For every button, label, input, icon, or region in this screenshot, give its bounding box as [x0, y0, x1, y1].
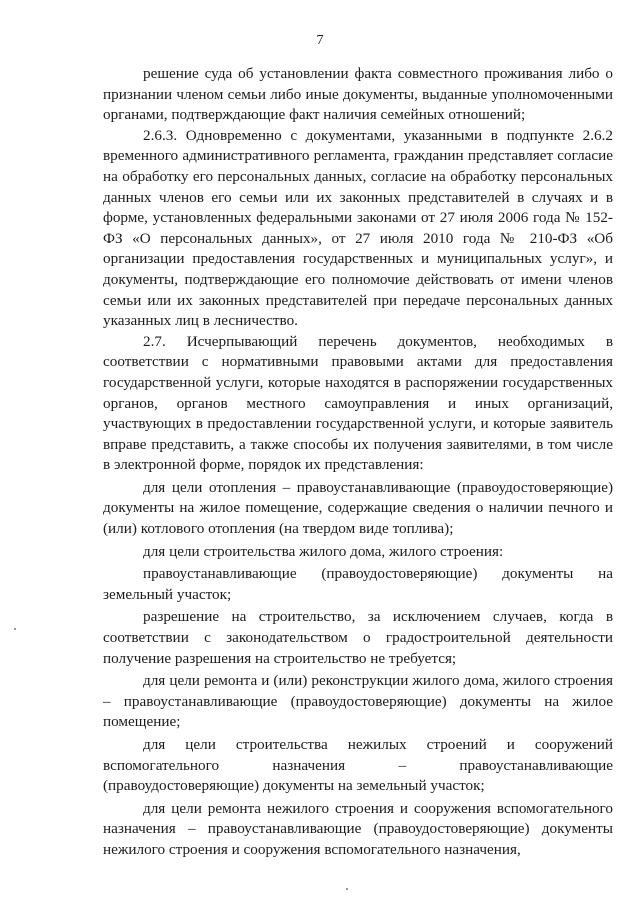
- paragraph-construction-permit: разрешение на строительство, за исключением случаев, когда в соответствии с законодательством о градостроительной деятельности получение разрешения на строительство не требуется;: [103, 608, 613, 667]
- scan-speck: [346, 888, 348, 890]
- scan-speck: [14, 628, 16, 630]
- paragraph-auxiliary-construction: для цели строительства нежилых строений и сооружений вспомогательного назначения – правоустанавливающие (правоудостоверяющие) документы на земельный участок;: [103, 736, 613, 795]
- paragraph-house-repair: для цели ремонта и (или) реконструкции жилого дома, жилого строения – правоустанавливающие (правоудостоверяющие) документы на жилое помещение;: [103, 672, 613, 731]
- paragraph-2-6-3: 2.6.3. Одновременно с документами, указанными в подпункте 2.6.2 временного административного регламента, гражданин представляет согласие на обработку его персональных данных, согласие на обработку персональных данных членов его семьи или их законных представителей в случаях и в форме, установленных федеральными законами от 27 июля 2006 года № 152-ФЗ «О персональных данных», от 27 июля 2010 года № 210-ФЗ «Об организации предоставления государственных и муниципальных услуг», и документы, подтверждающие его полномочие действовать от имени членов семьи или их законных представителей при передаче персональных данных указанных лиц в лесничество.: [103, 126, 613, 330]
- page-number: 7: [316, 33, 324, 48]
- paragraph-auxiliary-repair: для цели ремонта нежилого строения и сооружения вспомогательного назначения – правоустанавливающие (правоудостоверяющие) документы нежилого строения и сооружения вспомогательного назначения,: [103, 799, 613, 858]
- paragraph-house-construction: для цели строительства жилого дома, жилого строения:: [143, 542, 504, 560]
- document-body: [103, 64, 613, 861]
- paragraph-land-documents: правоустанавливающие (правоудостоверяющие) документы на земельный участок;: [103, 565, 613, 603]
- paragraph-heating: для цели отопления – правоустанавливающие (правоудостоверяющие) документы на жилое помещение, содержащие сведения о наличии печного и (или) котлового отопления (на твердом виде топлива);: [103, 478, 613, 538]
- paragraph-2-7: 2.7. Исчерпывающий перечень документов, необходимых в соответствии с нормативными правовыми актами для предоставления государственной услуги, которые находятся в распоряжении государственных органов, органов местного самоуправления и иных организаций, участвующих в предоставлении государственной услуги, и которые заявитель вправе представить, а также способы их получения заявителями, в том числе в электронной форме, порядок их представления:: [103, 332, 613, 474]
- paragraph-court-decision: решение суда об установлении факта совместного проживания либо о признании членом семьи либо иные документы, выданные уполномоченными органами, подтверждающие факт наличия семейных отношений;: [103, 65, 613, 124]
